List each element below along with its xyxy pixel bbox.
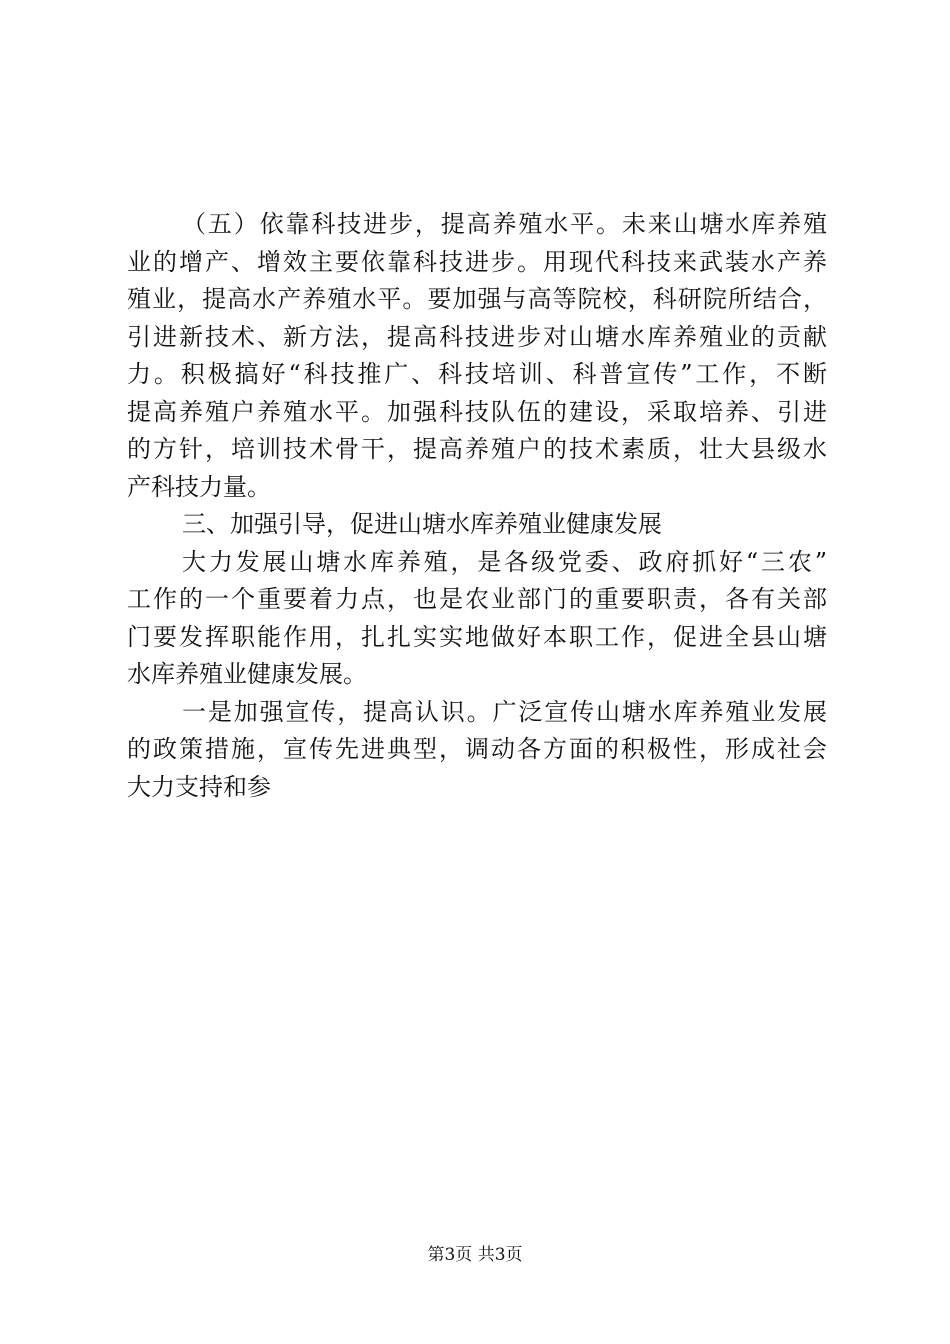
text-line: （五）依靠科技进步，提高养殖水平。未来山塘水库养殖 <box>182 210 827 238</box>
paragraph-develop-aquaculture <box>127 544 827 694</box>
text-line: 的方针，培训技术骨干，提高养殖户的技术素质，壮大县级水 <box>127 435 827 463</box>
text-line: 大力发展山塘水库养殖，是各级党委、政府抓好“三农” <box>182 547 827 576</box>
paragraph-tech-progress <box>127 206 827 506</box>
section-heading <box>127 506 827 544</box>
text-line: 门要发挥职能作用，扎扎实实地做好本职工作，促进全县山塘 <box>127 622 827 651</box>
text-line: 殖业，提高水产养殖水平。要加强与高等院校，科研院所结合， <box>127 285 827 313</box>
text-line: 力。积极搞好“科技推广、科技培训、科普宣传”工作，不断 <box>127 360 827 388</box>
text-line: 产科技力量。 <box>127 472 271 501</box>
heading-line: 三、加强引导，促进山塘水库养殖业健康发展 <box>182 510 662 538</box>
text-line: 提高养殖户养殖水平。加强科技队伍的建设，采取培养、引进 <box>127 397 827 426</box>
text-line: 一是加强宣传，提高认识。广泛宣传山塘水库养殖业发展 <box>182 697 827 726</box>
document-body <box>127 206 827 806</box>
page-number-footer: 第3页 共3页 <box>427 1245 523 1265</box>
text-line: 工作的一个重要着力点，也是农业部门的重要职责，各有关部 <box>127 585 827 613</box>
paragraph-publicity <box>127 694 827 807</box>
text-line: 业的增产、增效主要依靠科技进步。用现代科技来武装水产养 <box>127 247 827 276</box>
text-line: 的政策措施，宣传先进典型，调动各方面的积极性，形成社会 <box>127 735 827 763</box>
text-line: 大力支持和参 <box>127 772 271 801</box>
text-line: 引进新技术、新方法，提高科技进步对山塘水库养殖业的贡献 <box>127 322 827 351</box>
text-line: 水库养殖业健康发展。 <box>127 660 367 688</box>
